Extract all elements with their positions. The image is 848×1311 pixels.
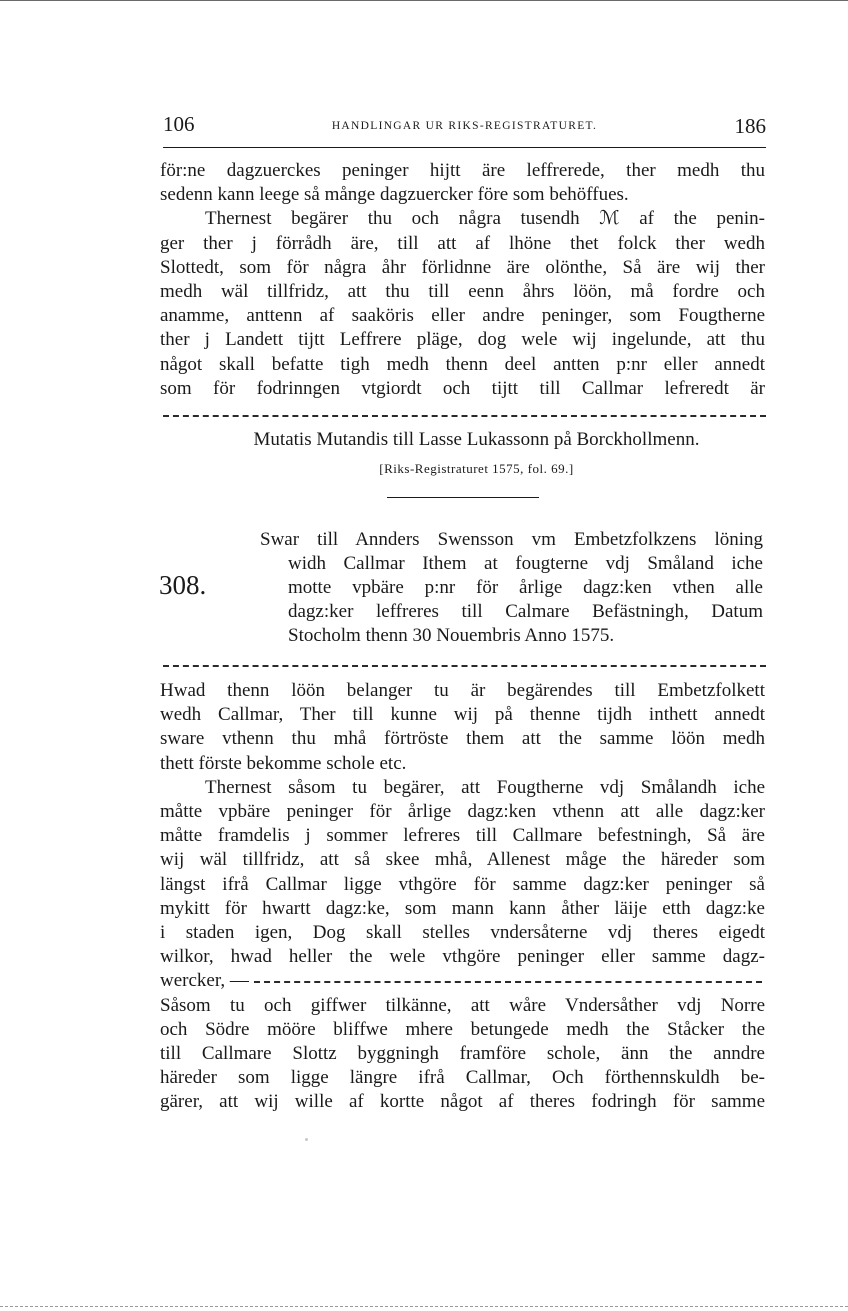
text-line: Såsom tu och giffwer tilkänne, att wåre Vndersåther vdj Norre (160, 994, 765, 1016)
text-fragment: wercker, — (160, 970, 249, 992)
text-line: sware vthenn thu mhå förtröste them att the samme löön medh (160, 728, 765, 750)
text-line: anamme, anttenn af saaköris eller andre peninger, som Fougtherne (160, 305, 765, 327)
continuation-text (160, 159, 765, 401)
text-line: till Callmare Slottz byggningh framföre schole, änn the anndre (160, 1043, 765, 1065)
text-line: mykitt för hwartt dagz:ke, som mann kann åther läije etth dagz:ke (160, 897, 765, 919)
section-divider (387, 497, 539, 498)
text-line: thett förste bekomme schole etc. (160, 752, 407, 774)
text-line: medh wäl tillfridz, att thu till eenn åhrs löön, må fordre och (160, 281, 765, 303)
text-line: wij wäl tillfridz, att så skee mhå, Allenest måge the häreder som (160, 849, 765, 871)
text-line: i staden igen, Dog skall stelles vndersåterne vdj theres eigedt (160, 922, 765, 944)
text-line: ger ther j förrådh äre, till att af lhöne thet folck ther wedh (160, 232, 765, 254)
text-line: måtte framdelis j sommer lefreres till Callmare befestningh, Så äre (160, 825, 765, 847)
text-line: som för fodrinngen vtgiordt och tijtt till Callmar lefreredt är (160, 377, 765, 399)
running-header (163, 112, 766, 144)
page-number: 106 (163, 112, 195, 136)
text-line: ther j Landett tijtt Leffrere pläge, dog wele wij ingelunde, att thu (160, 329, 765, 351)
text-line: något skall befatte tigh medh thenn deel antten p:nr eller annedt (160, 353, 765, 375)
document-number: 308. (159, 570, 207, 600)
reference-note: [Riks-Registraturet 1575, fol. 69.] (379, 461, 574, 476)
text-line: gärer, att wij wille af kortte något af theres fodringh för samme (160, 1091, 765, 1113)
paper-speck (305, 1138, 308, 1141)
text-line: längst ifrå Callmar ligge vthgöre för samme dagz:ker peninger så (160, 873, 765, 895)
page-frame-top (0, 0, 848, 1)
page-frame-bottom (0, 1306, 848, 1307)
text-line: Thernest begärer thu och några tusendh ℳ af the penin- (205, 208, 765, 230)
text-line: sedenn kann leege så månge dagzuercker före som behöffues. (160, 184, 629, 206)
text-line: Slottedt, som för några åhr förlidnne äre olönthe, Så äre wij ther (160, 256, 765, 278)
dash-rule (163, 665, 766, 667)
summary-line: motte vpbäre p:nr för årlige dagz:ken vthen alle (288, 577, 763, 598)
sheet-number: 186 (734, 114, 766, 138)
inline-dash-rule (254, 981, 762, 983)
document-summary (260, 528, 763, 648)
text-line: måtte vpbäre peninger för årlige dagz:ken vthenn att alle dagz:ker (160, 801, 765, 823)
text-line: häreder som ligge längre ifrå Callmar, Och förthennskuldh be- (160, 1067, 765, 1089)
text-line: wilkor, hwad heller the wele vthgöre peninger eller samme dagz- (160, 946, 765, 968)
dash-rule (163, 415, 766, 417)
text-line: wedh Callmar, Ther till kunne wij på thenne tijdh inthett annedt (160, 704, 765, 726)
summary-line: dagz:ker leffreres till Calmare Befästningh, Datum (288, 601, 763, 622)
summary-line: widh Callmar Ithem at fougterne vdj Småland iche (288, 553, 763, 574)
summary-line: Stocholm thenn 30 Nouembris Anno 1575. (288, 625, 615, 646)
mutatis-line: Mutatis Mutandis till Lasse Lukassonn på Borckhollmenn. (253, 429, 700, 450)
text-line: och Södre mööre bliffwe mhere betungede medh the Ståcker the (160, 1018, 765, 1040)
text-line: Thernest såsom tu begärer, att Fougtherne vdj Smålandh iche (205, 776, 765, 798)
text-line: Hwad thenn löön belanger tu är begärendes till Embetzfolkett (160, 680, 765, 701)
body-text (160, 679, 765, 1115)
summary-line: Swar till Annders Swensson vm Embetzfolkzens löning (260, 529, 763, 550)
header-rule (163, 147, 766, 148)
running-title: HANDLINGAR UR RIKS-REGISTRATURET. (331, 120, 598, 132)
text-line-with-dashes (160, 969, 765, 993)
text-line: för:ne dagzuerckes peninger hijtt äre leffrerede, ther medh thu (160, 160, 765, 181)
